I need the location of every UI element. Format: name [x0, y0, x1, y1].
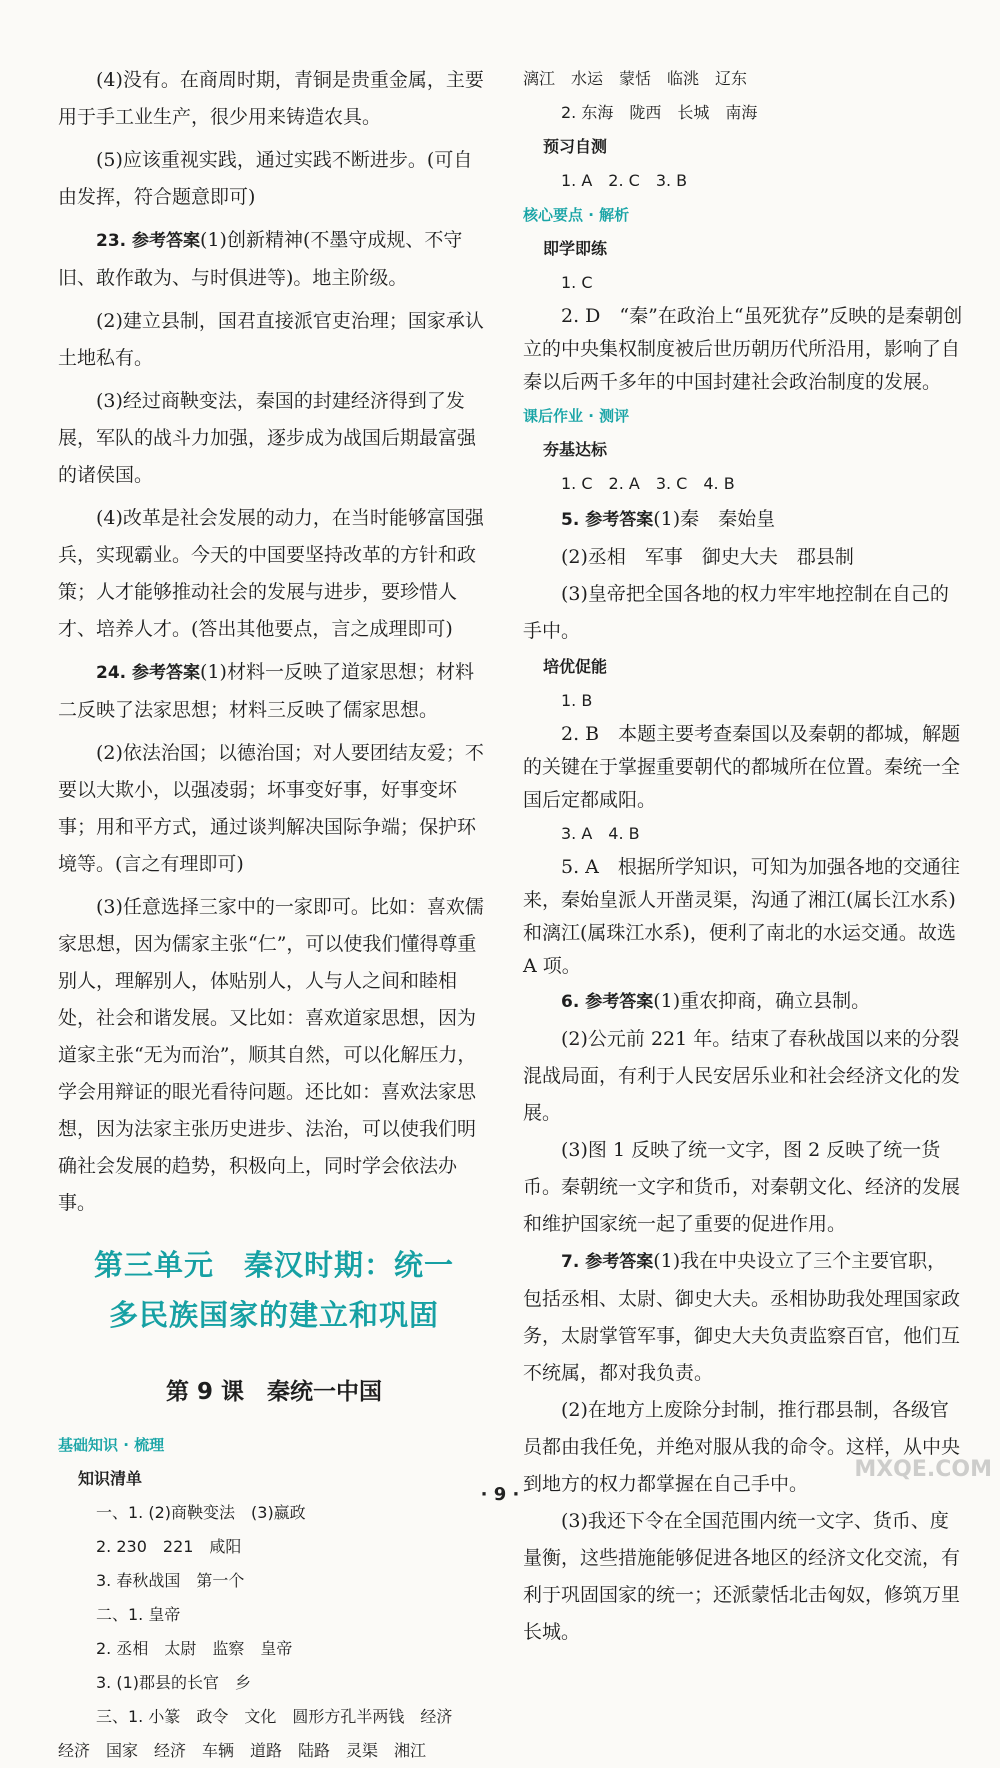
lesson-title: 第 9 课 秦统一中国 — [165, 1379, 383, 1405]
q5-part1 — [523, 501, 963, 539]
knowledge-item: 三、1. 小篆 政令 文化 圆形方孔半两钱 经济 — [96, 1707, 453, 1726]
q24-label: 24. 参考答案 — [96, 663, 201, 683]
q23-text1: (1)创新精神(不墨守成规、不守旧、敢作敢为、与时俱进等)。地主阶级。 — [58, 229, 463, 289]
answer-explanation: 2. D “秦”在政治上“虽死犹存”反映的是秦朝创立的中央集权制度被后世历朝历代所沿用，影响了自秦以后两千多年的中国封建社会政治制度的发展。 — [523, 305, 963, 393]
knowledge-item: 二、1. 皇帝 — [96, 1605, 181, 1624]
right-column — [523, 62, 963, 1651]
knowledge-item: 2. 230 221 咸阳 — [96, 1537, 242, 1556]
answer-line: 1. A 2. C 3. B — [561, 171, 688, 190]
q24-text1: (1)材料一反映了道家思想；材料二反映了法家思想；材料三反映了儒家思想。 — [58, 661, 474, 721]
unit-title-line1: 第三单元 秦汉时期：统一 — [93, 1248, 454, 1282]
q23-part1 — [58, 222, 490, 297]
q24-part3: (3)任意选择三家中的一家即可。比如：喜欢儒家思想，因为儒家主张“仁”，可以使我们懂得尊重别人，理解别人，体贴别人，人与人之间和睦相处，社会和谐发展。又比如：喜欢道家思想，因为道家主张“无为而治”，顺其自然，可以化解压力，学会用辩证的眼光看待问题。还比如：喜欢法家思想，因为法家主张历史进步、法治，可以使我们明确社会发展的趋势，积极向上，同时学会依法办事。 — [58, 896, 484, 1214]
q23-label: 23. 参考答案 — [96, 231, 201, 251]
q24-part1 — [58, 654, 490, 729]
page-number: · 9 · — [480, 1484, 520, 1505]
q7-part1 — [523, 1243, 963, 1392]
q24-part2: (2)依法治国；以德治国；对人要团结友爱；不要以大欺小，以强凌弱；坏事变好事，好事变坏事；用和平方式，通过谈判解决国际争端；保护环境等。(言之有理即可) — [58, 742, 484, 875]
unit-title-line2: 多民族国家的建立和巩固 — [108, 1298, 439, 1332]
section-basic-knowledge: 基础知识 · 梳理 — [58, 1436, 165, 1454]
practice-heading: 即学即练 — [543, 239, 608, 258]
advance-heading: 培优促能 — [543, 657, 608, 676]
q5-label: 5. 参考答案 — [561, 510, 654, 530]
q7-part2: (2)在地方上废除分封制，推行郡县制，各级官员都由我任免，并绝对服从我的命令。这样，从中央到地方的权力都掌握在自己手中。 — [523, 1399, 961, 1495]
knowledge-item: 经济 国家 经济 车辆 道路 陆路 灵渠 湘江 — [58, 1741, 427, 1760]
q6-label: 6. 参考答案 — [561, 992, 654, 1012]
q7-text1: (1)我在中央设立了三个主要官职，包括丞相、太尉、御史大夫。丞相协助我处理国家政务，太尉掌管军事，御史大夫负责监察百官，他们互不统属，都对我负责。 — [523, 1250, 961, 1384]
left-column — [58, 62, 490, 1768]
knowledge-item: 一、1. (2)商鞅变法 (3)嬴政 — [96, 1503, 306, 1522]
q23-part3: (3)经过商鞅变法，秦国的封建经济得到了发展，军队的战斗力加强，逐步成为战国后期最富强的诸侯国。 — [58, 390, 477, 486]
answer-explanation: 5. A 根据所学知识，可知为加强各地的交通往来，秦始皇派人开凿灵渠，沟通了湘江(属长江水系)和漓江(属珠江水系)，便利了南北的水运交通。故选 A 项。 — [523, 856, 960, 977]
section-core-points: 核心要点 · 解析 — [523, 206, 630, 224]
q7-label: 7. 参考答案 — [561, 1252, 654, 1272]
q5-part2: (2)丞相 军事 御史大夫 郡县制 — [561, 546, 854, 568]
answer-line: 1. B — [561, 691, 593, 710]
basic-reach-heading: 夯基达标 — [543, 440, 608, 459]
q23-part2: (2)建立县制，国君直接派官吏治理；国家承认土地私有。 — [58, 310, 484, 369]
watermark-logo: MXQE.COM — [854, 1457, 992, 1482]
knowledge-item: 3. 春秋战国 第一个 — [96, 1571, 245, 1590]
q6-part3: (3)图 1 反映了统一文字，图 2 反映了统一货币。秦朝统一文字和货币，对秦朝文化、经济的发展和维护国家统一起了重要的促进作用。 — [523, 1139, 961, 1235]
knowledge-item: 3. (1)郡县的长官 乡 — [96, 1673, 252, 1692]
q6-text1: (1)重农抑商，确立县制。 — [653, 990, 871, 1012]
answer-4: (4)没有。在商周时期，青铜是贵重金属，主要用于手工业生产，很少用来铸造农具。 — [58, 69, 484, 128]
knowledge-item: 漓江 水运 蒙恬 临洮 辽东 — [523, 69, 748, 88]
q6-part2: (2)公元前 221 年。结束了春秋战国以来的分裂混战局面，有利于人民安居乐业和社会经济文化的发展。 — [523, 1028, 961, 1124]
knowledge-item: 2. 丞相 太尉 监察 皇帝 — [96, 1639, 293, 1658]
answer-line: 1. C — [561, 273, 593, 292]
knowledge-item: 2. 东海 陇西 长城 南海 — [561, 103, 758, 122]
q5-text1: (1)秦 秦始皇 — [653, 508, 776, 530]
answer-5: (5)应该重视实践，通过实践不断进步。(可自由发挥，符合题意即可) — [58, 149, 473, 208]
q7-part3: (3)我还下令在全国范围内统一文字、货币、度量衡，这些措施能够促进各地区的经济文化交流，有利于巩固国家的统一；还派蒙恬北击匈奴，修筑万里长城。 — [523, 1510, 961, 1643]
answer-explanation: 2. B 本题主要考查秦国以及秦朝的都城，解题的关键在于掌握重要朝代的都城所在位置。秦统一全国后定都咸阳。 — [523, 723, 961, 811]
q23-part4: (4)改革是社会发展的动力，在当时能够富国强兵，实现霸业。今天的中国要坚持改革的方针和政策；人才能够推动社会的发展与进步，要珍惜人才、培养人才。(答出其他要点，言之成理即可) — [58, 507, 484, 640]
knowledge-list-heading: 知识清单 — [78, 1469, 143, 1488]
unit-title — [58, 1240, 490, 1340]
q6-part1 — [523, 983, 963, 1021]
section-homework: 课后作业 · 测评 — [523, 407, 630, 425]
preview-test-heading: 预习自测 — [543, 137, 608, 156]
answer-line: 3. A 4. B — [561, 824, 640, 843]
answer-line: 1. C 2. A 3. C 4. B — [561, 474, 735, 493]
q5-part3: (3)皇帝把全国各地的权力牢牢地控制在自己的手中。 — [523, 583, 949, 642]
